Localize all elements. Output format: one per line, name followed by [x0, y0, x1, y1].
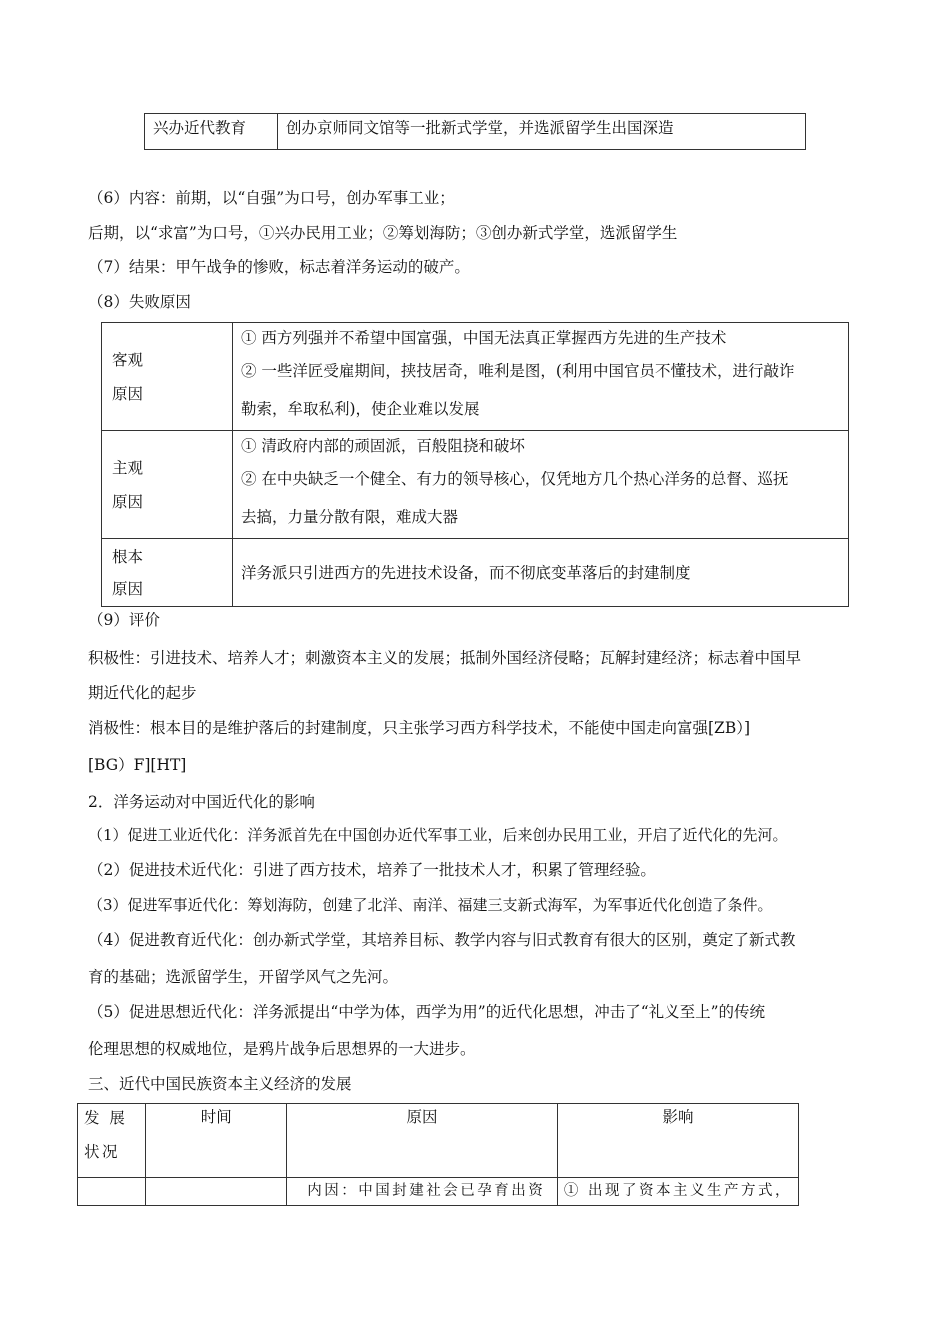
- reason-label-cell: [102, 323, 233, 431]
- reason-content-line: 去搞，力量分散有限，难成大器: [241, 508, 459, 526]
- negative-line2: [BG）F][HT]: [88, 756, 187, 774]
- row-cause-cell: [287, 1178, 558, 1206]
- reason-label-line2: 原因: [112, 579, 144, 598]
- header-effect-cell: [557, 1104, 798, 1178]
- reason-content-cell: [233, 323, 849, 431]
- header-status-cell: [78, 1104, 146, 1178]
- impact-1: （1）促进工业近代化：洋务派首先在中国创办近代军事工业，后来创办民用工业，开启了近代化的先河。: [88, 826, 788, 844]
- impact-2: （2）促进技术近代化：引进了西方技术，培养了一批技术人才，积累了管理经验。: [88, 861, 656, 879]
- reason-content-line: ① 清政府内部的顽固派，百般阻挠和破坏: [241, 437, 525, 455]
- reason-label-line1: 客观: [112, 350, 144, 369]
- reason-label-cell: [102, 431, 233, 539]
- reason-content-cell: [233, 539, 849, 607]
- reason-content-line: ② 在中央缺乏一个健全、有力的领导核心，仅凭地方几个热心洋务的总督、巡抚: [241, 470, 789, 488]
- education-content-cell: [278, 114, 806, 150]
- reason-label-line1: 主观: [112, 458, 144, 477]
- header-cause-cell: [287, 1104, 558, 1178]
- impact-5-line1: （5）促进思想近代化：洋务派提出“中学为体，西学为用”的近代化思想，冲击了“礼义至上”的传统: [88, 1003, 766, 1021]
- para6-line2: 后期，以“求富”为口号，①兴办民用工业；②筹划海防；③创办新式学堂，选派留学生: [88, 224, 678, 242]
- header-time-cell: [146, 1104, 287, 1178]
- impact-5-line2: 伦理思想的权威地位，是鸦片战争后思想界的一大进步。: [88, 1040, 476, 1058]
- reason-label-cell: [102, 539, 233, 607]
- impact-4-line1: （4）促进教育近代化：创办新式学堂，其培养目标、教学内容与旧式教育有很大的区别，奠定了新式教: [88, 931, 796, 949]
- failure-reasons-table: [101, 322, 849, 607]
- header-status-line1: 发 展: [84, 1109, 128, 1127]
- reason-label-line1: 根本: [112, 547, 144, 566]
- row-cause-text: 内因：中国封建社会已孕育出资: [307, 1183, 546, 1199]
- capitalism-header-row: [78, 1104, 799, 1178]
- section2-title: 2．洋务运动对中国近代化的影响: [88, 793, 315, 811]
- education-label-cell: [145, 114, 278, 150]
- row-time-cell: [146, 1178, 287, 1206]
- education-table: [144, 113, 806, 150]
- reason-row-objective: [102, 323, 849, 431]
- reason-content-line: ② 一些洋匠受雇期间，挟技居奇，唯利是图，(利用中国官员不懂技术，进行敲诈: [241, 362, 795, 380]
- header-effect: 影响: [662, 1108, 694, 1126]
- positive-line1: 积极性：引进技术、培养人才；刺激资本主义的发展；抵制外国经济侵略；瓦解封建经济；标志着中国早: [88, 649, 802, 667]
- reason-label-line2: 原因: [112, 492, 144, 511]
- impact-3: （3）促进军事近代化：筹划海防，创建了北洋、南洋、福建三支新式海军，为军事近代化创造了条件。: [88, 896, 773, 914]
- reason-label-line2: 原因: [112, 384, 144, 403]
- education-label: 兴办近代教育: [153, 119, 247, 137]
- row-effect-text: ① 出现了资本主义生产方式，: [563, 1183, 792, 1199]
- reason-row-subjective: [102, 431, 849, 539]
- para9-heading: （9）评价: [88, 611, 160, 629]
- para8-heading: （8）失败原因: [88, 293, 191, 311]
- impact-4-line2: 育的基础；选派留学生，开留学风气之先河。: [88, 968, 399, 986]
- header-time: 时间: [200, 1108, 232, 1126]
- reason-content-line: 洋务派只引进西方的先进技术设备，而不彻底变革落后的封建制度: [241, 563, 691, 582]
- capitalism-table: [77, 1103, 799, 1206]
- reason-content-line: 勒索，牟取私利)，使企业难以发展: [241, 400, 480, 418]
- header-cause: 原因: [406, 1108, 438, 1126]
- negative-line1: 消极性：根本目的是维护落后的封建制度，只主张学习西方科学技术，不能使中国走向富强[ZB）]: [88, 719, 751, 737]
- capitalism-row: [78, 1178, 799, 1206]
- reason-content-cell: [233, 431, 849, 539]
- row-effect-cell: [557, 1178, 798, 1206]
- positive-line2: 期近代化的起步: [88, 684, 197, 702]
- reason-content-line: ① 西方列强并不希望中国富强，中国无法真正掌握西方先进的生产技术: [241, 329, 727, 347]
- section3-title: 三、近代中国民族资本主义经济的发展: [88, 1075, 352, 1093]
- reason-row-root: [102, 539, 849, 607]
- header-status-line2: 状况: [84, 1143, 121, 1161]
- para7-line: （7）结果：甲午战争的惨败，标志着洋务运动的破产。: [88, 258, 470, 276]
- row-status-cell: [78, 1178, 146, 1206]
- education-content: 创办京师同文馆等一批新式学堂，并选派留学生出国深造: [286, 119, 674, 137]
- para6-line1: （6）内容：前期，以“自强”为口号，创办军事工业；: [88, 189, 455, 207]
